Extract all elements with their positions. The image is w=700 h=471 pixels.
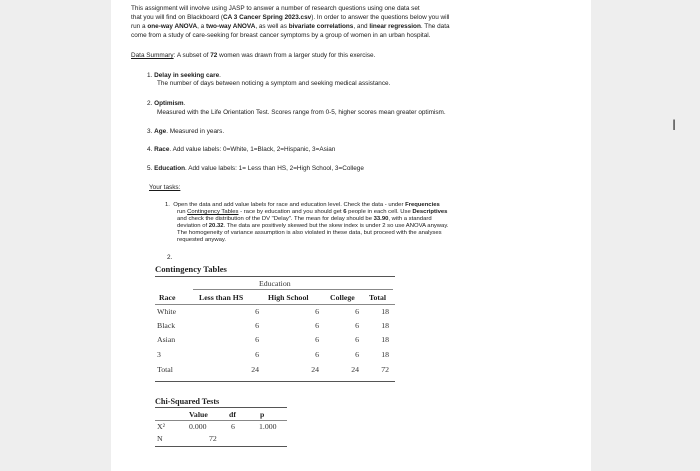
intro-line-3: run a one-way ANOVA, a two-way ANOVA, as well as bivariate correlations, and linear regression. The data — [131, 23, 450, 30]
contingency-col-race: Race — [159, 293, 176, 302]
variable-3: 3. Age. Measured in years. — [147, 128, 225, 135]
contingency-group-header: Education — [259, 279, 291, 288]
contingency-col-less-than-hs: Less than HS — [199, 293, 244, 302]
document-page: This assignment will involve using JASP to answer a number of research questions using one data set that you will find on Blackboard (CA 3 Cancer Spring 2023.csv). In order to answer the questions below you will run a one-way ANOVA, a two-way ANOVA, as well as bivariate correlations, and linear regression. The data come from a study of care-seeking for breast cancer symptoms by a group of women in an urban hospital. Data Summary: A subset of 72 women was drawn from a larger study for this exercise. 1. Delay in seeking care. The number of days between noticing a symptom and seeking medical assistance. 2. Optimism. Measured with the Life Orientation Test. Scores range from 0-5, higher scores mean greater optimism. 3. Age. Measured in years. 4. Race. Add value labels: 0=White, 1=Black, 2=Hispanic, 3=Asian 5. Education. Add value labels: 1= Less than HS, 2=High School, 3=College Your tasks: 1. Open the data and add value labels for race and education level. Check the data - under Frequencies run Contingency Tables - race by education and you should get 6 people in each cell. Use Descriptives and check the distribution of the DV "Delay". The mean for delay should be 33.90, with a standard deviation of 20.32. The data are positively skewed but the skew index is under 2 so use ANOVA anyway. The homogeneity of variance assumption is also violated in these data, but proceed with the analyses requested anyway. 2. Contingency Tables Education Race Less than HS High School College Total White 6 6 6 18 Black 6 6 6 18 Asian 6 6 6 18 3 6 6 6 18 Total 24 24 24 72 Chi-Squared Tests Value df p X² 0.000 6 1.000 N 72 — [111, 0, 591, 471]
intro-line-4: come from a study of care-seeking for breast cancer symptoms by a group of women in an urban hospital. — [131, 32, 431, 39]
variable-1: 1. Delay in seeking care. — [147, 72, 221, 79]
chisq-col-df: df — [229, 410, 236, 419]
chisq-bottom-rule — [155, 446, 287, 447]
chisq-top-rule — [155, 407, 287, 408]
contingency-col-high-school: High School — [268, 293, 309, 302]
contingency-top-rule — [155, 276, 395, 277]
contingency-header-rule — [155, 304, 395, 305]
variable-2: 2. Optimism. — [147, 100, 186, 107]
variable-1-desc: The number of days between noticing a symptom and seeking medical assistance. — [157, 80, 391, 87]
task-1: 1. Open the data and add value labels for race and education level. Check the data - under Frequencies run Contingency Tables - race by education and you should get 6 people in each cell. Use Descriptives and check the distribution of the DV "Delay". The mean for delay should be 33.90, with a standard deviation of 20.32. The data are positively skewed but the skew index is under 2 so use ANOVA anyway. The homogeneity of variance assumption is also violated in these data, but proceed with the analyses requested anyway. — [165, 202, 449, 243]
contingency-bottom-rule — [155, 381, 395, 382]
variable-4: 4. Race. Add value labels: 0=White, 1=Black, 2=Hispanic, 3=Asian — [147, 146, 336, 153]
tasks-heading: Your tasks: — [149, 184, 181, 191]
chisq-col-value: Value — [189, 410, 208, 419]
variable-5: 5. Education. Add value labels: 1= Less than HS, 2=High School, 3=College — [147, 165, 364, 172]
task-2-number: 2. — [167, 254, 173, 261]
chisq-header-rule — [155, 420, 287, 421]
chisq-col-p: p — [260, 410, 265, 419]
contingency-col-total: Total — [369, 293, 387, 302]
contingency-group-rule — [193, 289, 393, 290]
intro-line-2: that you will find on Blackboard (CA 3 Cancer Spring 2023.csv). In order to answer the questions below you will — [131, 14, 450, 21]
data-summary: Data Summary: A subset of 72 women was drawn from a larger study for this exercise. — [131, 52, 376, 59]
chisq-title: Chi-Squared Tests — [155, 397, 220, 406]
text-cursor-icon: I — [672, 118, 677, 134]
variable-2-desc: Measured with the Life Orientation Test. Scores range from 0-5, higher scores mean greater optimism. — [157, 109, 446, 116]
contingency-col-college: College — [330, 293, 355, 302]
contingency-title: Contingency Tables — [155, 264, 227, 274]
intro-line-1: This assignment will involve using JASP to answer a number of research questions using one data set — [131, 5, 420, 12]
